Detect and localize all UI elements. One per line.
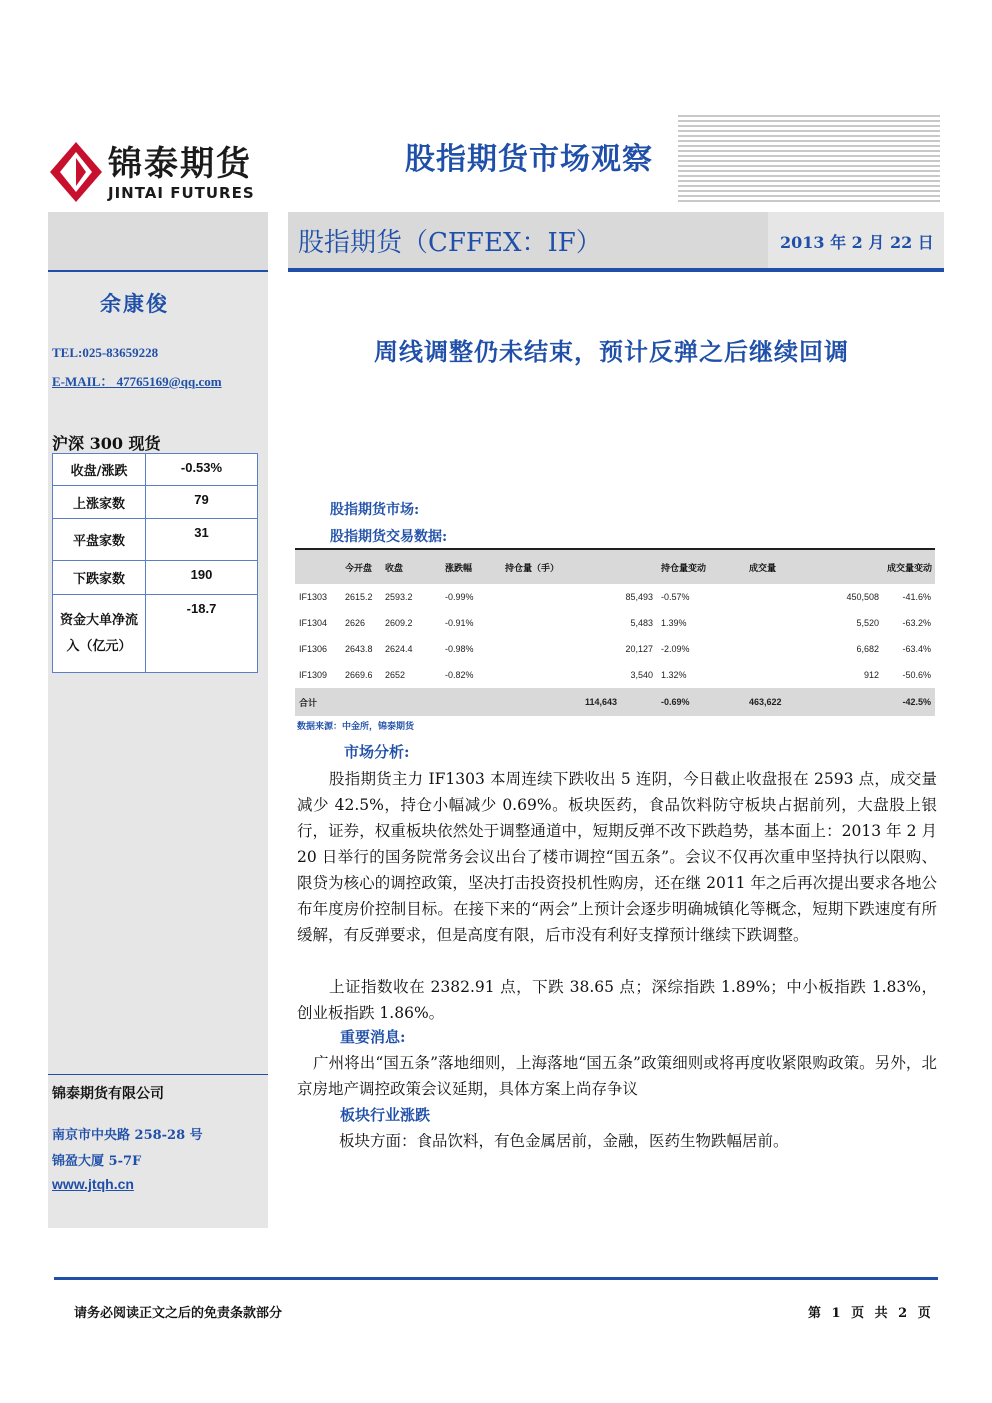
table-cell: -50.6% bbox=[902, 670, 931, 680]
column-header: 成交量变动 bbox=[883, 549, 935, 584]
table-cell: IF1306 bbox=[299, 644, 328, 654]
table-total-row bbox=[295, 688, 935, 716]
page-number: 第 1 页 共 2 页 bbox=[808, 1306, 934, 1321]
table-cell: 2626 bbox=[345, 618, 366, 628]
table-cell: 463,622 bbox=[745, 688, 809, 716]
analyst-name: 余康俊 bbox=[100, 291, 169, 316]
table-cell: -0.69% bbox=[657, 688, 745, 716]
report-date: 2013 年 2 月 22 日 bbox=[780, 233, 934, 252]
table-cell bbox=[809, 688, 883, 716]
sector-paragraph: 板块方面：食品饮料，有色金属居前，金融，医药生物跌幅居前。 bbox=[339, 1132, 789, 1150]
table-cell: 6,682 bbox=[856, 644, 879, 654]
table-cell: 3,540 bbox=[630, 670, 653, 680]
table-cell bbox=[745, 636, 809, 662]
table-cell: 5,483 bbox=[630, 618, 653, 628]
table-cell bbox=[501, 610, 581, 636]
spot-value: -18.7 bbox=[146, 595, 258, 673]
column-header: 持仓量变动 bbox=[657, 549, 745, 584]
table-cell: IF1303 bbox=[299, 592, 328, 602]
table-cell bbox=[745, 610, 809, 636]
sidebar-divider bbox=[48, 1074, 268, 1075]
table-cell: 2643.8 bbox=[345, 644, 373, 654]
table-cell bbox=[341, 688, 381, 716]
table-cell bbox=[501, 584, 581, 610]
column-header: 持仓量（手） bbox=[501, 549, 581, 584]
table-cell: IF1304 bbox=[299, 618, 328, 628]
table-cell: -2.09% bbox=[661, 644, 690, 654]
table-row bbox=[53, 454, 258, 486]
spot-label: 上涨家数 bbox=[53, 486, 146, 519]
section-heading-analysis: 市场分析: bbox=[344, 743, 410, 761]
footer-divider bbox=[54, 1277, 938, 1280]
spot-label: 资金大单净流入（亿元） bbox=[53, 595, 146, 673]
table-cell: -42.5% bbox=[883, 688, 935, 716]
futures-data-table bbox=[295, 548, 935, 716]
table-cell bbox=[501, 688, 581, 716]
table-cell bbox=[381, 688, 441, 716]
column-header: 成交量 bbox=[745, 549, 809, 584]
data-source-note: 数据来源：中金所，锦泰期货 bbox=[297, 722, 415, 732]
table-cell bbox=[501, 662, 581, 688]
decorative-stripes bbox=[678, 115, 940, 205]
table-cell: 2624.4 bbox=[385, 644, 413, 654]
table-cell: 1.39% bbox=[661, 618, 687, 628]
table-row bbox=[53, 561, 258, 595]
table-cell: -0.57% bbox=[661, 592, 690, 602]
table-cell: -0.98% bbox=[445, 644, 474, 654]
logo-chinese-name: 锦泰期货 bbox=[108, 144, 252, 184]
section-heading-sector: 板块行业涨跌 bbox=[340, 1106, 431, 1124]
spot-table-title: 沪深 300 现货 bbox=[52, 434, 161, 453]
table-cell: -41.6% bbox=[902, 592, 931, 602]
column-header: 今开盘 bbox=[341, 549, 381, 584]
spot-value: -0.53% bbox=[146, 454, 258, 486]
report-title: 股指期货市场观察 bbox=[405, 142, 653, 177]
table-cell: 合计 bbox=[295, 688, 341, 716]
table-cell: -0.91% bbox=[445, 618, 474, 628]
table-cell: 912 bbox=[863, 670, 879, 680]
table-row bbox=[53, 519, 258, 561]
spot-value: 190 bbox=[146, 561, 258, 595]
column-header bbox=[581, 549, 657, 584]
logo-english-name: JINTAI FUTURES bbox=[108, 184, 255, 202]
section-heading-data: 股指期货交易数据: bbox=[330, 529, 448, 545]
table-row bbox=[295, 636, 935, 662]
table-cell: 2615.2 bbox=[345, 592, 373, 602]
table-cell: 450,508 bbox=[846, 592, 879, 602]
spot-stats-table bbox=[52, 453, 258, 673]
spot-label: 下跌家数 bbox=[53, 561, 146, 595]
table-cell: 2652 bbox=[385, 670, 406, 680]
logo-diamond-icon bbox=[48, 140, 104, 204]
table-row bbox=[295, 610, 935, 636]
table-cell bbox=[441, 688, 501, 716]
table-cell: 114,643 bbox=[581, 688, 657, 716]
table-cell: -0.82% bbox=[445, 670, 474, 680]
table-cell bbox=[745, 662, 809, 688]
table-cell: 2593.2 bbox=[385, 592, 413, 602]
table-cell: 2609.2 bbox=[385, 618, 413, 628]
company-website-link[interactable]: www.jtqh.cn bbox=[52, 1176, 134, 1192]
news-paragraph: 广州将出“国五条”落地细则，上海落地“国五条”政策细则或将再度收紧限购政策。另外，北京房地产调控政策会议延期，具体方案上尚存争议 bbox=[297, 1054, 937, 1098]
table-cell bbox=[501, 636, 581, 662]
spot-label: 收盘/涨跌 bbox=[53, 454, 146, 486]
column-header: 收盘 bbox=[381, 549, 441, 584]
column-header: 涨跌幅 bbox=[441, 549, 501, 584]
section-heading-news: 重要消息: bbox=[340, 1028, 406, 1046]
footer-disclaimer: 请务必阅读正文之后的免责条款部分 bbox=[74, 1306, 283, 1321]
table-cell: IF1309 bbox=[299, 670, 328, 680]
column-header bbox=[809, 549, 883, 584]
index-summary-paragraph: 上证指数收在 2382.91 点，下跌 38.65 点；深综指跌 1.89%；中小板指跌 1.83%，创业板指跌 1.86%。 bbox=[297, 978, 937, 1022]
table-cell: 1.32% bbox=[661, 670, 687, 680]
company-name: 锦泰期货有限公司 bbox=[52, 1086, 164, 1102]
table-row bbox=[295, 662, 935, 688]
table-row bbox=[53, 486, 258, 519]
table-cell: -63.2% bbox=[902, 618, 931, 628]
table-row bbox=[295, 584, 935, 610]
report-subtitle: 股指期货（CFFEX：IF） bbox=[298, 228, 602, 258]
section-heading-market: 股指期货市场: bbox=[330, 502, 420, 518]
headline: 周线调整仍未结束，预计反弹之后继续回调 bbox=[374, 337, 849, 366]
table-cell: 2669.6 bbox=[345, 670, 373, 680]
column-header bbox=[295, 549, 341, 584]
table-cell: -63.4% bbox=[902, 644, 931, 654]
company-address-line2: 锦盈大厦 5-7F bbox=[52, 1154, 142, 1169]
table-row bbox=[53, 595, 258, 673]
spot-value: 79 bbox=[146, 486, 258, 519]
table-cell: 20,127 bbox=[625, 644, 653, 654]
table-header-row bbox=[295, 549, 935, 584]
analyst-tel: TEL:025-83659228 bbox=[52, 345, 159, 360]
sidebar bbox=[48, 212, 268, 1228]
spot-label: 平盘家数 bbox=[53, 519, 146, 561]
table-cell: -0.99% bbox=[445, 592, 474, 602]
analysis-paragraph: 股指期货主力 IF1303 本周连续下跌收出 5 连阴，今日截止收盘报在 2593 点，成交量减少 42.5%，持仓小幅减少 0.69%。板块医药，食品饮料防守板块占据前列，大盘股上银行，证券，权重板块依然处于调整通道中，短期反弹不改下跌趋势，基本面上：2013 年 2 月 20 日举行的国务院常务会议出台了楼市调控“国五条”。会议不仅再次重申坚持执行以限购、限贷为核心的调控政策，坚决打击投资投机性购房，还在继 2011 年之后再次提出要求各地公布年度房价控制目标。在接下来的“两会”上预计会逐步明确城镇化等概念，短期下跌速度有所缓解，有反弹要求，但是高度有限，后市没有利好支撑预计继续下跌调整。 bbox=[297, 770, 937, 944]
sidebar-header-band bbox=[48, 212, 268, 272]
table-cell bbox=[745, 584, 809, 610]
analyst-email-link[interactable]: E-MAIL： 47765169@qq.com bbox=[52, 374, 222, 389]
table-cell: 85,493 bbox=[625, 592, 653, 602]
company-address-line1: 南京市中央路 258-28 号 bbox=[52, 1128, 203, 1143]
spot-value: 31 bbox=[146, 519, 258, 561]
table-cell: 5,520 bbox=[856, 618, 879, 628]
